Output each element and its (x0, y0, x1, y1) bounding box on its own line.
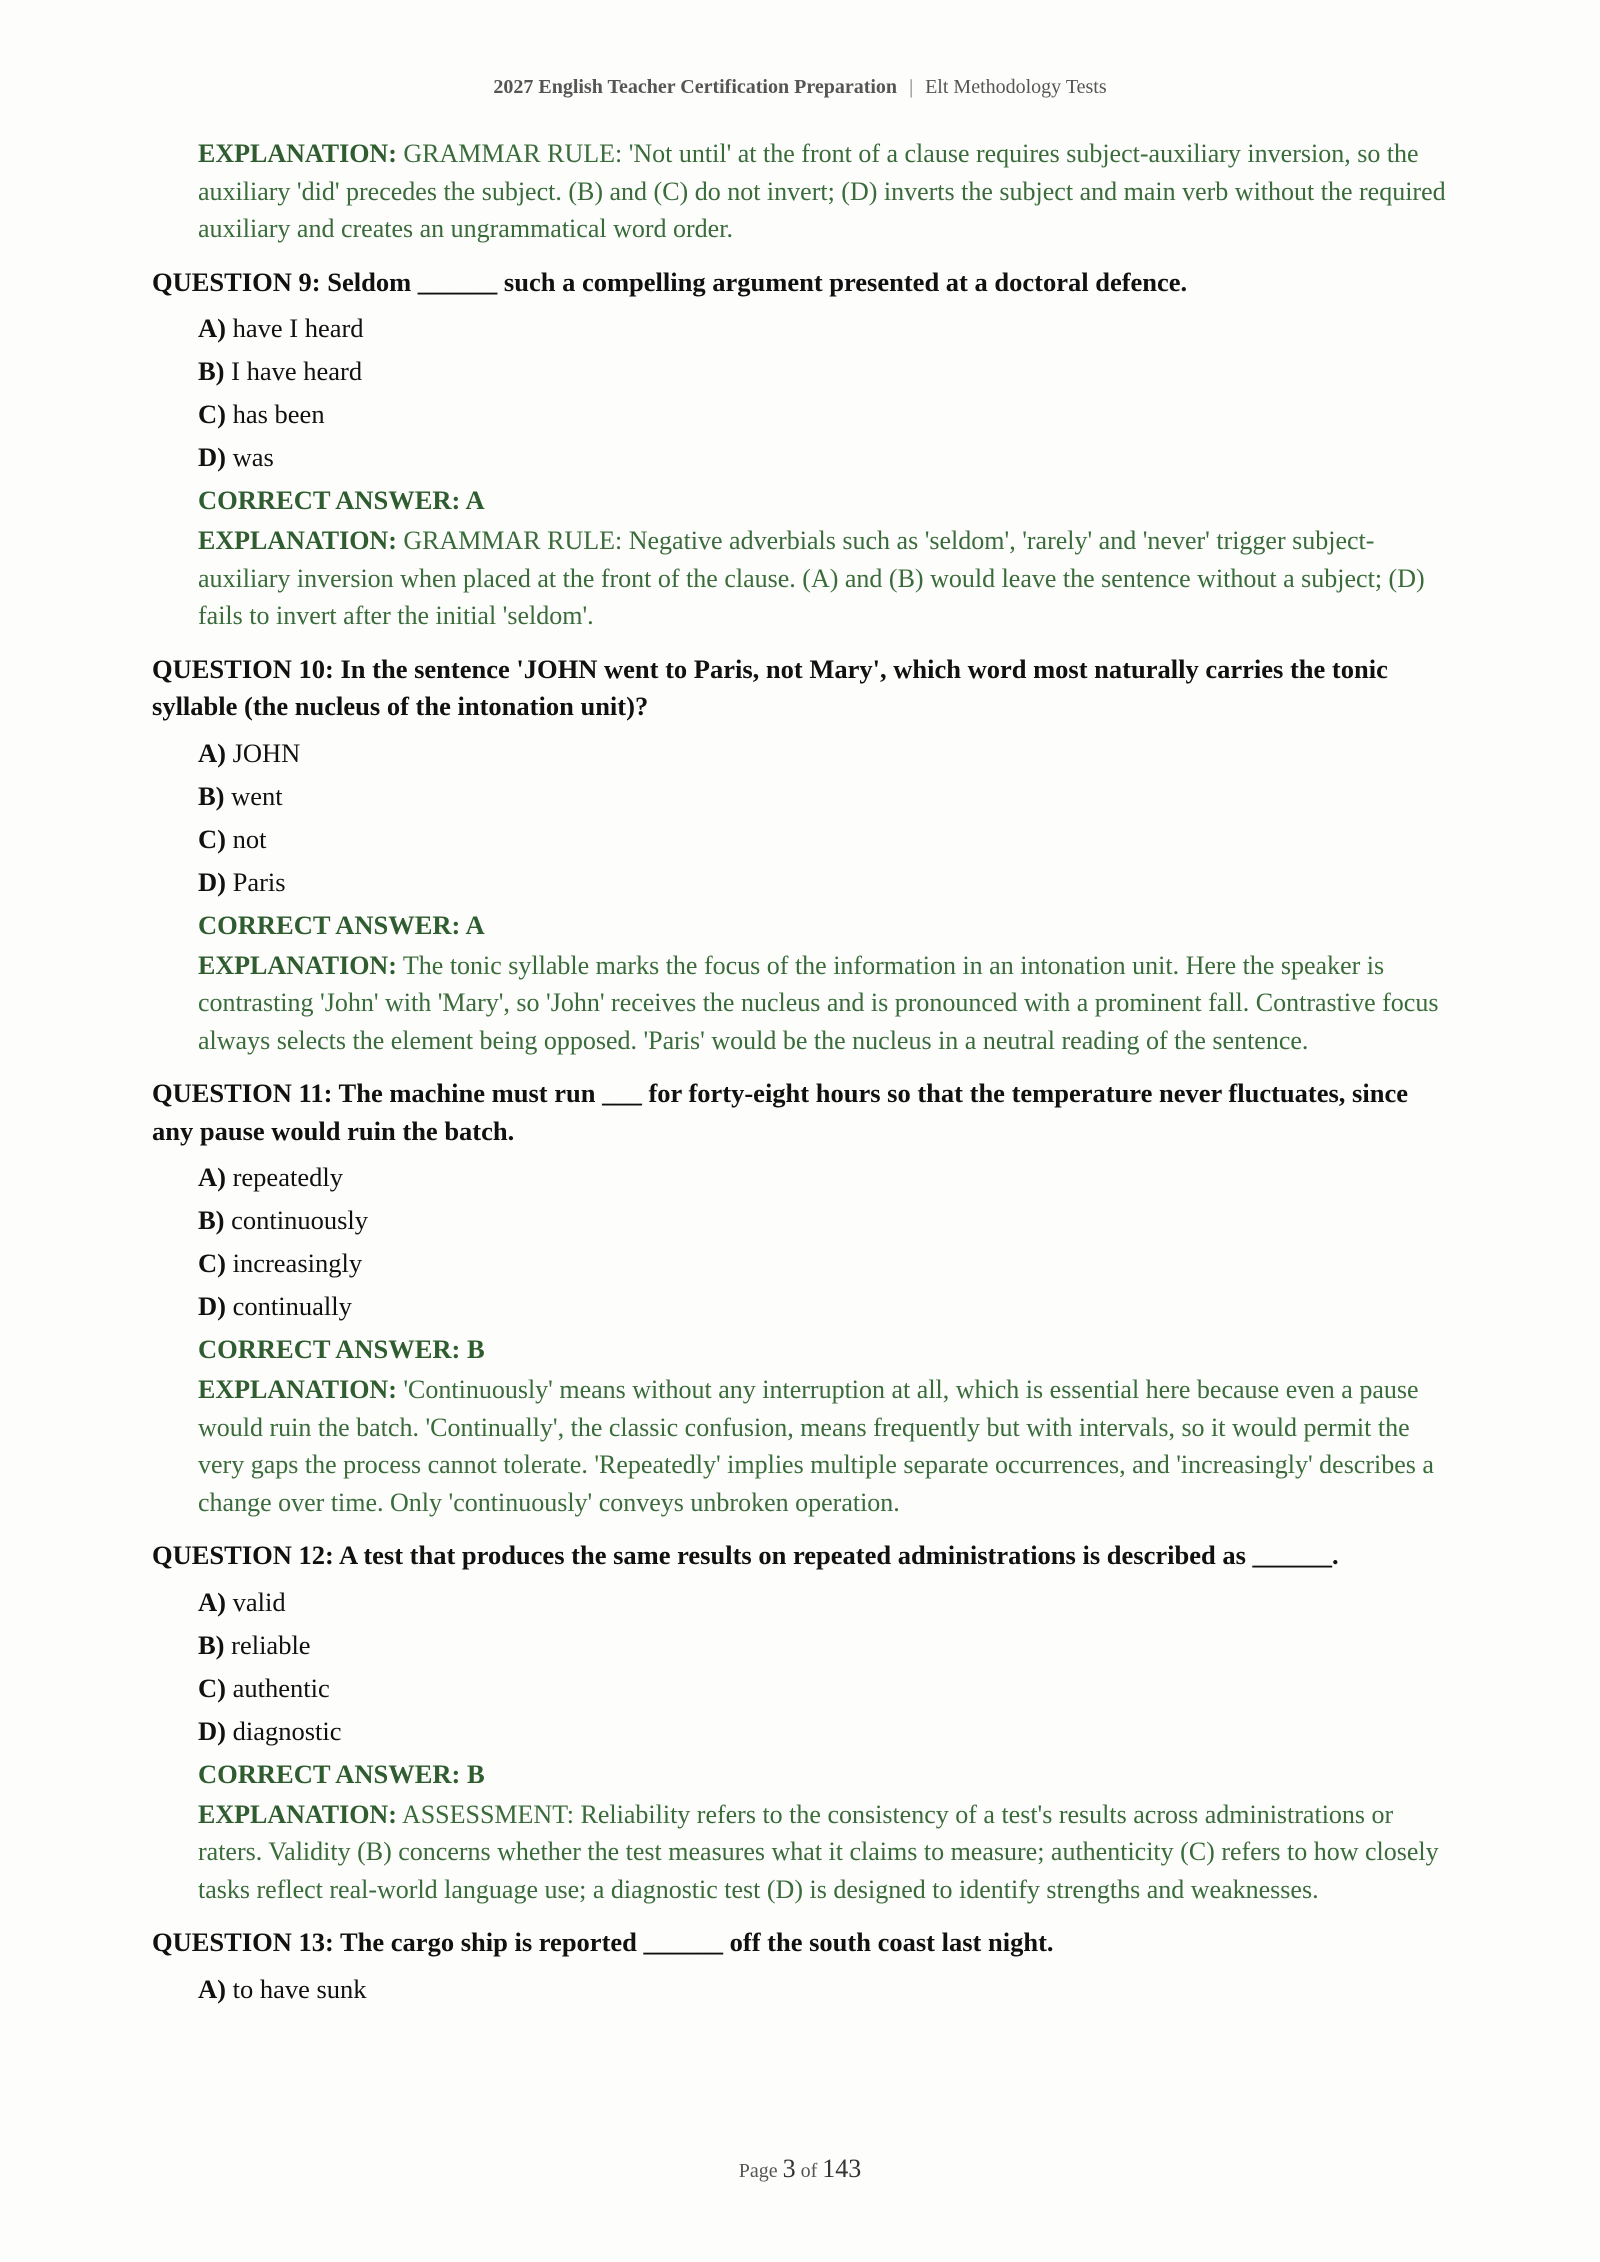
option-letter: A) (198, 313, 226, 343)
header-separator: | (909, 76, 914, 98)
option-a (198, 732, 1448, 775)
option-text: has been (232, 399, 325, 429)
running-header (0, 76, 1600, 99)
option-text: not (232, 823, 267, 854)
option-letter: B) (198, 356, 225, 386)
option-letter: C) (198, 399, 226, 429)
correct-answer: CORRECT ANSWER: A (198, 909, 485, 940)
option-d (198, 436, 1448, 479)
option-text: have I heard (232, 313, 364, 343)
option-text: continually (232, 1291, 352, 1321)
explanation-label: EXPLANATION: (198, 1799, 397, 1829)
explanation-label: EXPLANATION: (198, 526, 397, 555)
option-a (198, 1968, 1448, 2011)
page-total: 143 (822, 2154, 862, 2183)
option-letter: A) (198, 737, 226, 768)
option-letter: D) (198, 866, 226, 897)
option-b (198, 350, 1448, 393)
explanation-text: 'Continuously' means without any interruption at all, which is essential here because even a pause would ruin the batch. 'Continually', the classic confusion, means frequently but with intervals, so it would permit the very gaps the process cannot tolerate. 'Repeatedly' implies multiple separate occurrences, and 'increasingly' describes a change over time. Only 'continuously' conveys unbroken operation. (198, 1375, 1434, 1517)
question-block-10 (152, 651, 1448, 1060)
option-a (198, 1156, 1448, 1199)
explanation-text: ASSESSMENT: Reliability refers to the consistency of a test's results across administrations or raters. Validity (B) concerns whether the test measures what it claims to measure; authenticity (C) refers to how closely tasks reflect real-world language use; a diagnostic test (D) is designed to identify strengths and weaknesses. (198, 1799, 1439, 1904)
option-a (198, 1581, 1448, 1624)
question-title: QUESTION 9: Seldom ______ such a compelling argument presented at a doctoral defence. (152, 266, 1188, 297)
page-footer (0, 2154, 1600, 2184)
question-title: QUESTION 13: The cargo ship is reported ______ off the south coast last night. (152, 1927, 1054, 1957)
option-text: I have heard (231, 356, 363, 386)
option-letter: B) (198, 780, 225, 811)
question-title: QUESTION 12: A test that produces the same results on repeated administrations is described as ______. (152, 1540, 1339, 1570)
header-title: 2027 English Teacher Certification Preparation (493, 76, 898, 98)
option-letter: C) (198, 823, 226, 854)
option-c (198, 393, 1448, 436)
explanation-label: EXPLANATION: (198, 139, 397, 168)
explanation (198, 1371, 1448, 1521)
explanation-label: EXPLANATION: (198, 1375, 397, 1404)
explanation-text: The tonic syllable marks the focus of the information in an intonation unit. Here the speaker is contrasting 'John' with 'Mary', so 'John' receives the nucleus and is pronounced with a prominent fall. Contrastive focus always selects the element being opposed. 'Paris' would be the nucleus in a neutral reading of the sentence. (198, 950, 1439, 1055)
page-number: 3 (782, 2154, 796, 2183)
page-label: Page (738, 2160, 778, 2182)
option-letter: A) (198, 1162, 226, 1192)
option-text: was (232, 442, 274, 472)
question-block-9 (152, 264, 1448, 635)
explanation-text: GRAMMAR RULE: Negative adverbials such as 'seldom', 'rarely' and 'never' trigger subject-auxiliary inversion when placed at the front of the clause. (A) and (B) would leave the sentence without a subject; (D) fails to invert after the initial 'seldom'. (198, 526, 1425, 630)
option-letter: A) (198, 1586, 226, 1617)
explanation (198, 135, 1448, 248)
option-letter: B) (198, 1205, 225, 1235)
explanation (198, 1796, 1448, 1909)
option-b (198, 775, 1448, 818)
option-text: valid (232, 1586, 286, 1617)
option-letter: C) (198, 1248, 226, 1278)
correct-answer: CORRECT ANSWER: A (198, 485, 485, 515)
option-text: increasingly (232, 1248, 363, 1278)
option-d (198, 1285, 1448, 1328)
explanation-label: EXPLANATION: (198, 950, 397, 980)
explanation (198, 947, 1448, 1060)
option-text: Paris (232, 866, 286, 897)
header-section: Elt Methodology Tests (925, 76, 1107, 98)
explanation-text: GRAMMAR RULE: 'Not until' at the front of a clause requires subject-auxiliary inversion, so the auxiliary 'did' precedes the subject. (B) and (C) do not invert; (D) inverts the subject and main verb without the required auxiliary and creates an ungrammatical word order. (198, 139, 1446, 243)
option-c (198, 1667, 1448, 1710)
option-text: to have sunk (232, 1973, 367, 2004)
option-letter: C) (198, 1672, 226, 1703)
option-text: reliable (231, 1629, 311, 1660)
option-c (198, 818, 1448, 861)
option-text: continuously (231, 1205, 369, 1235)
option-letter: D) (198, 442, 226, 472)
option-b (198, 1199, 1448, 1242)
question-block-13 (152, 1924, 1448, 2011)
correct-answer: CORRECT ANSWER: B (198, 1758, 485, 1789)
option-letter: D) (198, 1291, 226, 1321)
option-letter: B) (198, 1629, 225, 1660)
option-text: authentic (232, 1672, 330, 1703)
option-text: went (231, 780, 283, 811)
option-c (198, 1242, 1448, 1285)
correct-answer: CORRECT ANSWER: B (198, 1334, 485, 1364)
option-d (198, 1710, 1448, 1753)
option-a (198, 307, 1448, 350)
option-text: JOHN (232, 737, 301, 768)
page-content (152, 135, 1448, 2011)
page-of: of (800, 2160, 818, 2182)
option-text: diagnostic (232, 1715, 342, 1746)
option-letter: A) (198, 1973, 226, 2004)
question-block-11 (152, 1075, 1448, 1521)
option-letter: D) (198, 1715, 226, 1746)
option-text: repeatedly (232, 1162, 343, 1192)
option-b (198, 1624, 1448, 1667)
question-block-12 (152, 1537, 1448, 1908)
question-title: QUESTION 10: In the sentence 'JOHN went to Paris, not Mary', which word most naturally carries the tonic syllable (the nucleus of the intonation unit)? (152, 653, 1388, 721)
explanation (198, 522, 1448, 635)
question-title: QUESTION 11: The machine must run ___ for forty-eight hours so that the temperature never fluctuates, since any pause would ruin the batch. (152, 1078, 1408, 1146)
option-d (198, 861, 1448, 904)
